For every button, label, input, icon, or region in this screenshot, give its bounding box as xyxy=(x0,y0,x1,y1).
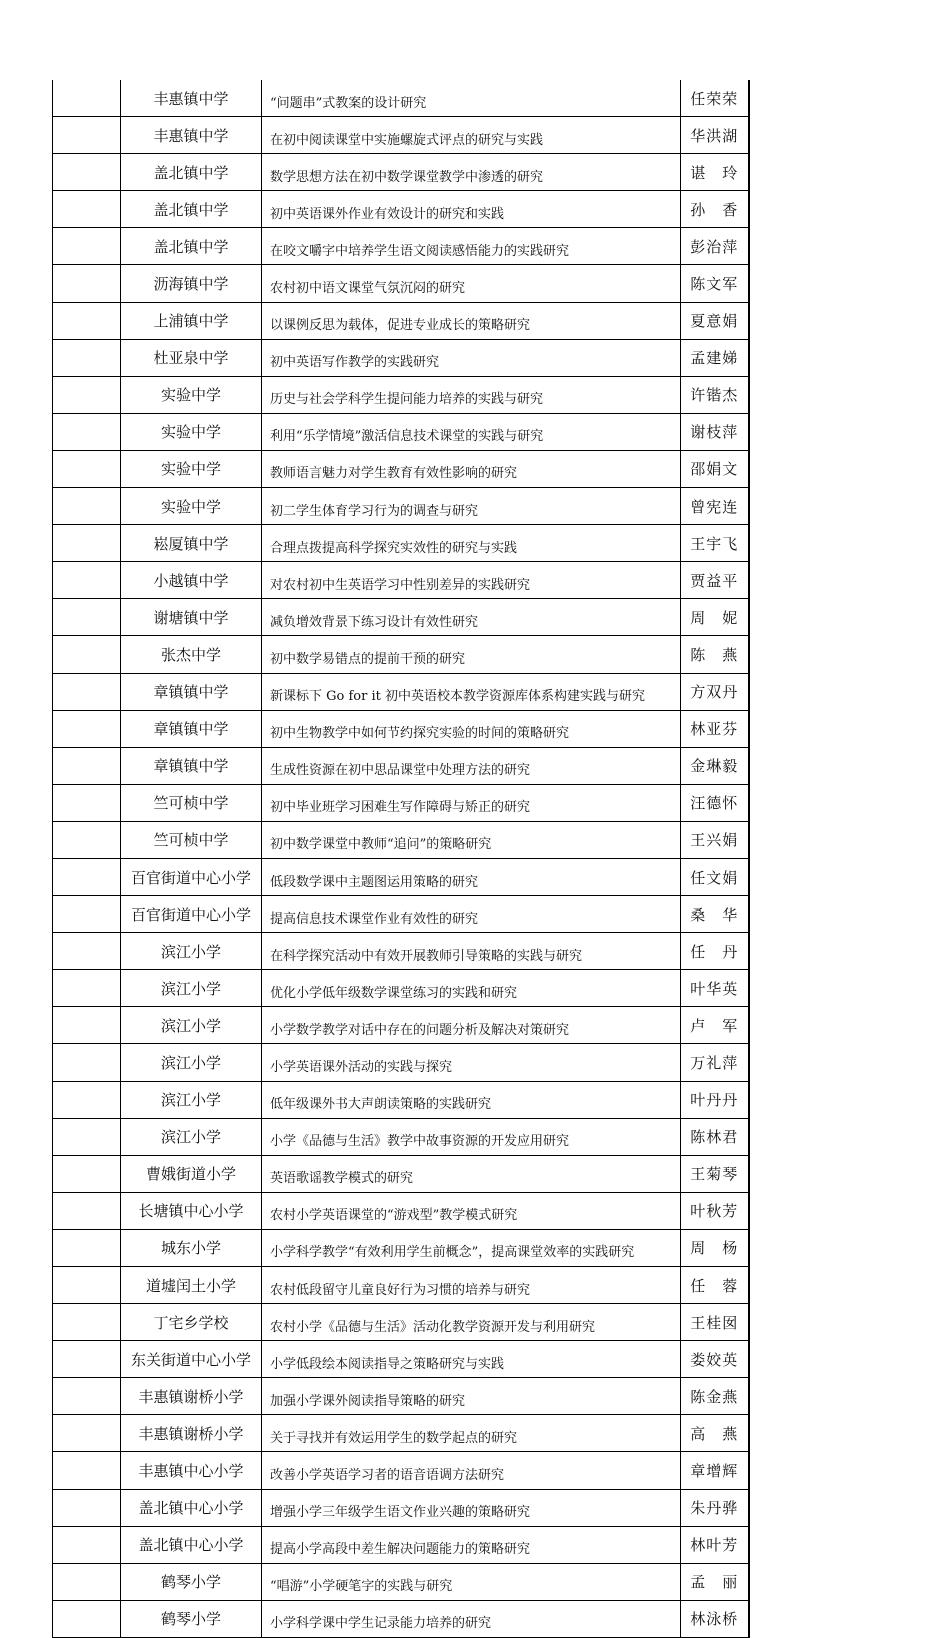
table-row xyxy=(53,1304,749,1341)
school-cell: 滨江小学 xyxy=(121,1044,262,1081)
project-title-cell: 新课标下 Go for it 初中英语校本教学资源库体系构建实践与研究 xyxy=(262,673,681,710)
school-cell: 实验中学 xyxy=(121,413,262,450)
row-number-cell xyxy=(53,1341,121,1378)
author-cell: 陈林君 xyxy=(681,1118,749,1155)
project-title-cell: 优化小学低年级数学课堂练习的实践和研究 xyxy=(262,970,681,1007)
author-cell: 孙 香 xyxy=(681,191,749,228)
table-row xyxy=(53,562,749,599)
school-cell: 鹤琴小学 xyxy=(121,1600,262,1637)
author-cell: 王宇飞 xyxy=(681,525,749,562)
project-title-cell: 英语歌谣教学模式的研究 xyxy=(262,1155,681,1192)
project-title-cell: 小学低段绘本阅读指导之策略研究与实践 xyxy=(262,1341,681,1378)
table-row xyxy=(53,1341,749,1378)
row-number-cell xyxy=(53,302,121,339)
school-cell: 实验中学 xyxy=(121,450,262,487)
table-row xyxy=(53,784,749,821)
project-title-cell: 小学英语课外活动的实践与探究 xyxy=(262,1044,681,1081)
row-number-cell xyxy=(53,784,121,821)
project-title-cell: 初中数学易错点的提前干预的研究 xyxy=(262,636,681,673)
author-cell: 任荣荣 xyxy=(681,80,749,117)
table-row xyxy=(53,896,749,933)
table-row xyxy=(53,821,749,858)
school-cell: 丰惠镇谢桥小学 xyxy=(121,1378,262,1415)
project-title-cell: 提高信息技术课堂作业有效性的研究 xyxy=(262,896,681,933)
row-number-cell xyxy=(53,970,121,1007)
school-cell: 张杰中学 xyxy=(121,636,262,673)
row-number-cell xyxy=(53,1600,121,1637)
author-cell: 任文娟 xyxy=(681,858,749,895)
school-cell: 丰惠镇谢桥小学 xyxy=(121,1415,262,1452)
author-cell: 陈金燕 xyxy=(681,1378,749,1415)
row-number-cell xyxy=(53,710,121,747)
row-number-cell xyxy=(53,636,121,673)
school-cell: 谢塘镇中学 xyxy=(121,599,262,636)
row-number-cell xyxy=(53,413,121,450)
project-title-cell: 对农村初中生英语学习中性别差异的实践研究 xyxy=(262,562,681,599)
row-number-cell xyxy=(53,1526,121,1563)
row-number-cell xyxy=(53,154,121,191)
project-title-cell: 初中英语课外作业有效设计的研究和实践 xyxy=(262,191,681,228)
author-cell: 孟建娣 xyxy=(681,339,749,376)
school-cell: 城东小学 xyxy=(121,1229,262,1266)
school-cell: 东关街道中心小学 xyxy=(121,1341,262,1378)
row-number-cell xyxy=(53,376,121,413)
author-cell: 章增辉 xyxy=(681,1452,749,1489)
table-row xyxy=(53,1007,749,1044)
school-cell: 丰惠镇中学 xyxy=(121,117,262,154)
table-row xyxy=(53,265,749,302)
project-title-cell: 小学《品德与生活》教学中故事资源的开发应用研究 xyxy=(262,1118,681,1155)
school-cell: 章镇镇中学 xyxy=(121,673,262,710)
table-row xyxy=(53,339,749,376)
school-cell: 丰惠镇中学 xyxy=(121,80,262,117)
row-number-cell xyxy=(53,933,121,970)
school-cell: 滨江小学 xyxy=(121,1007,262,1044)
project-title-cell: 小学科学教学“有效利用学生前概念”，提高课堂效率的实践研究 xyxy=(262,1229,681,1266)
school-cell: 盖北镇中学 xyxy=(121,228,262,265)
school-cell: 鹤琴小学 xyxy=(121,1563,262,1600)
row-number-cell xyxy=(53,747,121,784)
project-title-cell: 改善小学英语学习者的语音语调方法研究 xyxy=(262,1452,681,1489)
school-cell: 丁宅乡学校 xyxy=(121,1304,262,1341)
table-row xyxy=(53,933,749,970)
row-number-cell xyxy=(53,858,121,895)
project-title-cell: 初中生物教学中如何节约探究实验的时间的策略研究 xyxy=(262,710,681,747)
project-title-cell: 加强小学课外阅读指导策略的研究 xyxy=(262,1378,681,1415)
school-cell: 小越镇中学 xyxy=(121,562,262,599)
project-title-cell: 合理点拨提高科学探究实效性的研究与实践 xyxy=(262,525,681,562)
row-number-cell xyxy=(53,1081,121,1118)
author-cell: 王兴娟 xyxy=(681,821,749,858)
school-cell: 盖北镇中心小学 xyxy=(121,1526,262,1563)
table-body xyxy=(53,80,749,1637)
author-cell: 曾宪连 xyxy=(681,488,749,525)
table-row xyxy=(53,525,749,562)
author-cell: 桑 华 xyxy=(681,896,749,933)
school-cell: 滨江小学 xyxy=(121,933,262,970)
table-row xyxy=(53,1415,749,1452)
project-title-cell: “问题串”式教案的设计研究 xyxy=(262,80,681,117)
table-row xyxy=(53,117,749,154)
school-cell: 百官街道中心小学 xyxy=(121,858,262,895)
project-title-cell: 增强小学三年级学生语文作业兴趣的策略研究 xyxy=(262,1489,681,1526)
row-number-cell xyxy=(53,1267,121,1304)
school-cell: 盖北镇中学 xyxy=(121,191,262,228)
author-cell: 邵娟文 xyxy=(681,450,749,487)
project-title-cell: 减负增效背景下练习设计有效性研究 xyxy=(262,599,681,636)
author-cell: 王菊琴 xyxy=(681,1155,749,1192)
author-cell: 娄姣英 xyxy=(681,1341,749,1378)
row-number-cell xyxy=(53,896,121,933)
author-cell: 叶华英 xyxy=(681,970,749,1007)
author-cell: 周 杨 xyxy=(681,1229,749,1266)
author-cell: 林叶芳 xyxy=(681,1526,749,1563)
row-number-cell xyxy=(53,265,121,302)
row-number-cell xyxy=(53,525,121,562)
table-row xyxy=(53,1044,749,1081)
row-number-cell xyxy=(53,1489,121,1526)
project-title-cell: 初中数学课堂中教师“追问”的策略研究 xyxy=(262,821,681,858)
project-title-cell: 农村小学《品德与生活》活动化教学资源开发与利用研究 xyxy=(262,1304,681,1341)
author-cell: 华洪湖 xyxy=(681,117,749,154)
school-cell: 实验中学 xyxy=(121,488,262,525)
school-cell: 曹娥街道小学 xyxy=(121,1155,262,1192)
table-row xyxy=(53,1118,749,1155)
row-number-cell xyxy=(53,1155,121,1192)
author-cell: 彭治萍 xyxy=(681,228,749,265)
row-number-cell xyxy=(53,1563,121,1600)
project-title-cell: 初中英语写作教学的实践研究 xyxy=(262,339,681,376)
school-cell: 道墟闰土小学 xyxy=(121,1267,262,1304)
row-number-cell xyxy=(53,450,121,487)
author-cell: 叶丹丹 xyxy=(681,1081,749,1118)
table-row xyxy=(53,154,749,191)
project-title-cell: 初中毕业班学习困难生写作障碍与矫正的研究 xyxy=(262,784,681,821)
row-number-cell xyxy=(53,821,121,858)
author-cell: 任 丹 xyxy=(681,933,749,970)
research-project-table xyxy=(52,80,750,1638)
school-cell: 实验中学 xyxy=(121,376,262,413)
row-number-cell xyxy=(53,80,121,117)
table-row xyxy=(53,1267,749,1304)
table-row xyxy=(53,1563,749,1600)
school-cell: 滨江小学 xyxy=(121,970,262,1007)
row-number-cell xyxy=(53,191,121,228)
row-number-cell xyxy=(53,1007,121,1044)
author-cell: 卢 军 xyxy=(681,1007,749,1044)
author-cell: 林亚芬 xyxy=(681,710,749,747)
row-number-cell xyxy=(53,1378,121,1415)
table-row xyxy=(53,599,749,636)
school-cell: 百官街道中心小学 xyxy=(121,896,262,933)
author-cell: 叶秋芳 xyxy=(681,1192,749,1229)
school-cell: 章镇镇中学 xyxy=(121,747,262,784)
author-cell: 谢枝萍 xyxy=(681,413,749,450)
author-cell: 方双丹 xyxy=(681,673,749,710)
row-number-cell xyxy=(53,1044,121,1081)
school-cell: 沥海镇中学 xyxy=(121,265,262,302)
project-title-cell: 提高小学高段中差生解决问题能力的策略研究 xyxy=(262,1526,681,1563)
table-row xyxy=(53,747,749,784)
project-title-cell: “唱游”小学硬笔字的实践与研究 xyxy=(262,1563,681,1600)
school-cell: 盖北镇中学 xyxy=(121,154,262,191)
author-cell: 夏意娟 xyxy=(681,302,749,339)
table-row xyxy=(53,80,749,117)
table-row xyxy=(53,191,749,228)
row-number-cell xyxy=(53,599,121,636)
table-row xyxy=(53,1155,749,1192)
table-row xyxy=(53,488,749,525)
table-row xyxy=(53,376,749,413)
author-cell: 周 妮 xyxy=(681,599,749,636)
row-number-cell xyxy=(53,117,121,154)
author-cell: 金琳毅 xyxy=(681,747,749,784)
table-row xyxy=(53,450,749,487)
table-row xyxy=(53,228,749,265)
project-title-cell: 农村小学英语课堂的“游戏型”教学模式研究 xyxy=(262,1192,681,1229)
table-row xyxy=(53,1192,749,1229)
project-title-cell: 关于寻找并有效运用学生的数学起点的研究 xyxy=(262,1415,681,1452)
project-title-cell: 低年级课外书大声朗读策略的实践研究 xyxy=(262,1081,681,1118)
row-number-cell xyxy=(53,1229,121,1266)
table-row xyxy=(53,302,749,339)
project-title-cell: 小学科学课中学生记录能力培养的研究 xyxy=(262,1600,681,1637)
project-title-cell: 农村初中语文课堂气氛沉闷的研究 xyxy=(262,265,681,302)
table-row xyxy=(53,858,749,895)
school-cell: 长塘镇中心小学 xyxy=(121,1192,262,1229)
project-title-cell: 在科学探究活动中有效开展教师引导策略的实践与研究 xyxy=(262,933,681,970)
project-title-cell: 生成性资源在初中思品课堂中处理方法的研究 xyxy=(262,747,681,784)
author-cell: 汪德怀 xyxy=(681,784,749,821)
school-cell: 滨江小学 xyxy=(121,1081,262,1118)
project-title-cell: 低段数学课中主题图运用策略的研究 xyxy=(262,858,681,895)
table-row xyxy=(53,1081,749,1118)
project-title-cell: 在初中阅读课堂中实施螺旋式评点的研究与实践 xyxy=(262,117,681,154)
row-number-cell xyxy=(53,1415,121,1452)
table-row xyxy=(53,970,749,1007)
author-cell: 任 蓉 xyxy=(681,1267,749,1304)
project-title-cell: 以课例反思为载体，促进专业成长的策略研究 xyxy=(262,302,681,339)
author-cell: 陈文军 xyxy=(681,265,749,302)
row-number-cell xyxy=(53,1118,121,1155)
row-number-cell xyxy=(53,488,121,525)
school-cell: 丰惠镇中心小学 xyxy=(121,1452,262,1489)
table-row xyxy=(53,1600,749,1637)
school-cell: 盖北镇中心小学 xyxy=(121,1489,262,1526)
project-title-cell: 教师语言魅力对学生教育有效性影响的研究 xyxy=(262,450,681,487)
author-cell: 万礼萍 xyxy=(681,1044,749,1081)
author-cell: 贾益平 xyxy=(681,562,749,599)
author-cell: 高 燕 xyxy=(681,1415,749,1452)
author-cell: 林泳桥 xyxy=(681,1600,749,1637)
school-cell: 杜亚泉中学 xyxy=(121,339,262,376)
author-cell: 陈 燕 xyxy=(681,636,749,673)
author-cell: 孟 丽 xyxy=(681,1563,749,1600)
school-cell: 竺可桢中学 xyxy=(121,821,262,858)
row-number-cell xyxy=(53,673,121,710)
school-cell: 上浦镇中学 xyxy=(121,302,262,339)
row-number-cell xyxy=(53,1304,121,1341)
row-number-cell xyxy=(53,339,121,376)
project-title-cell: 历史与社会学科学生提问能力培养的实践与研究 xyxy=(262,376,681,413)
table-row xyxy=(53,413,749,450)
project-title-cell: 利用“乐学情境”激活信息技术课堂的实践与研究 xyxy=(262,413,681,450)
author-cell: 朱丹骅 xyxy=(681,1489,749,1526)
school-cell: 章镇镇中学 xyxy=(121,710,262,747)
row-number-cell xyxy=(53,228,121,265)
table-row xyxy=(53,710,749,747)
project-title-cell: 初二学生体育学习行为的调查与研究 xyxy=(262,488,681,525)
table-row xyxy=(53,636,749,673)
table-row xyxy=(53,1452,749,1489)
school-cell: 竺可桢中学 xyxy=(121,784,262,821)
project-title-cell: 农村低段留守儿童良好行为习惯的培养与研究 xyxy=(262,1267,681,1304)
row-number-cell xyxy=(53,562,121,599)
school-cell: 滨江小学 xyxy=(121,1118,262,1155)
project-title-cell: 小学数学教学对话中存在的问题分析及解决对策研究 xyxy=(262,1007,681,1044)
table-row xyxy=(53,1378,749,1415)
table-row xyxy=(53,673,749,710)
table-row xyxy=(53,1526,749,1563)
row-number-cell xyxy=(53,1452,121,1489)
author-cell: 王桂囡 xyxy=(681,1304,749,1341)
author-cell: 谌 玲 xyxy=(681,154,749,191)
school-cell: 崧厦镇中学 xyxy=(121,525,262,562)
row-number-cell xyxy=(53,1192,121,1229)
table-row xyxy=(53,1489,749,1526)
project-title-cell: 数学思想方法在初中数学课堂教学中渗透的研究 xyxy=(262,154,681,191)
author-cell: 许锴杰 xyxy=(681,376,749,413)
project-table-sheet xyxy=(52,80,748,1638)
project-title-cell: 在咬文嚼字中培养学生语文阅读感悟能力的实践研究 xyxy=(262,228,681,265)
table-row xyxy=(53,1229,749,1266)
